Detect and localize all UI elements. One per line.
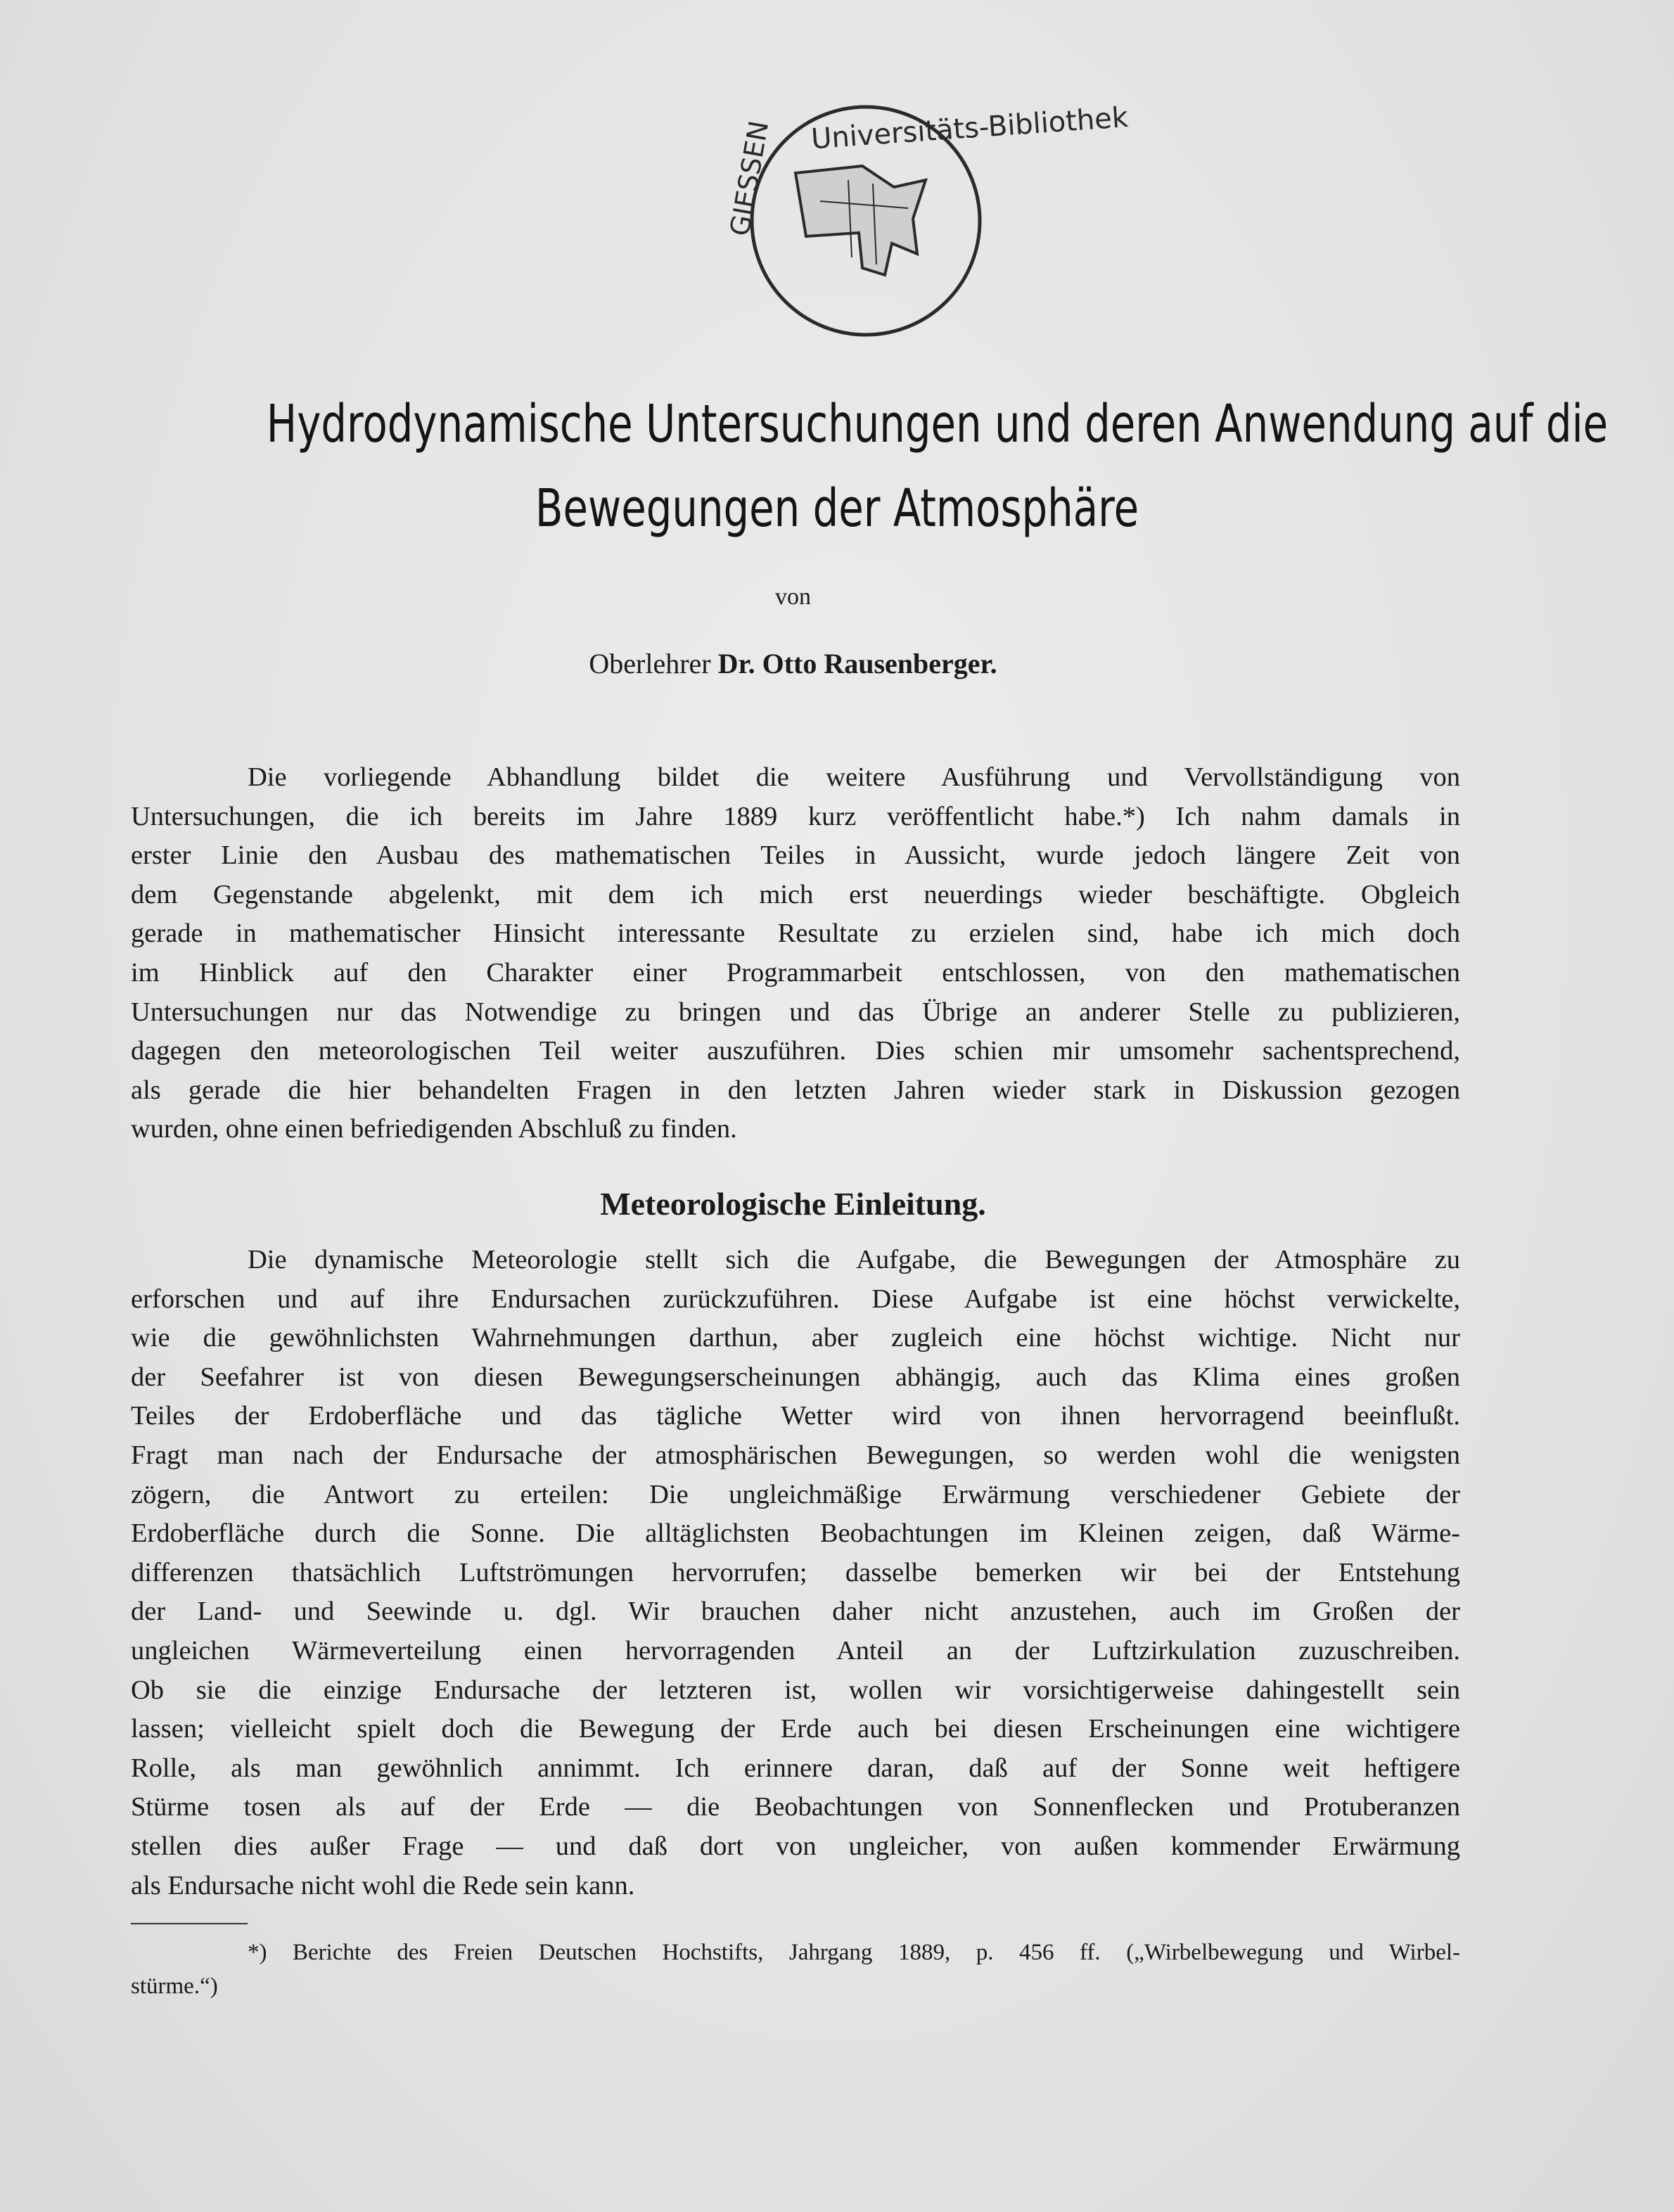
text-line: der Seefahrer ist von diesen Bewegungserscheinungen abhängig, auch das Klima eines großen [131,1362,1460,1392]
text-line: Ob sie die einzige Endursache der letzteren ist, wollen wir vorsichtigerweise dahingestellt sein [131,1675,1460,1705]
text-line: Rolle, als man gewöhnlich annimmt. Ich erinnere daran, daß auf der Sonne weit heftigere [131,1753,1460,1783]
text-line: stellen dies außer Frage — und daß dort von ungleicher, von außen kommender Erwärmung [131,1831,1460,1861]
section-paragraph [131,1241,1460,1905]
text-line: als gerade die hier behandelten Fragen in den letzten Jahren wieder stark in Diskussion gezogen [131,1075,1460,1105]
text-line: wurden, ohne einen befriedigenden Abschluß zu finden. [131,1114,737,1144]
svg-text:GIESSEN: GIESSEN [724,118,775,238]
text-line: Teiles der Erdoberfläche und das tägliche Wetter wird von ihnen hervorragend beeinflußt. [131,1401,1460,1431]
text-line: Fragt man nach der Endursache der atmosphärischen Bewegungen, so werden wohl die wenigsten [131,1440,1460,1470]
text-line: als Endursache nicht wohl die Rede sein kann. [131,1870,635,1900]
intro-paragraph [131,758,1460,1149]
text-line: zögern, die Antwort zu erteilen: Die ungleichmäßige Erwärmung verschiedener Gebiete der [131,1479,1460,1509]
author-prefix: Oberlehrer [589,648,711,679]
text-line: Erdoberfläche durch die Sonne. Die alltäglichsten Beobachtungen im Kleinen zeigen, daß Wärme- [131,1519,1460,1549]
text-line: erster Linie den Ausbau des mathematischen Teiles in Aussicht, wurde jedoch längere Zeit von [131,840,1460,871]
footnote-line: stürme.“) [131,1974,218,1999]
section-heading: Meteorologische Einleitung. [600,1186,986,1222]
byline-von: von [775,584,811,610]
text-line: dem Gegenstande abgelenkt, mit dem ich mich erst neuerdings wieder beschäftigte. Obgleich [131,879,1460,909]
author-line [0,647,1586,680]
library-stamp-icon [724,96,1130,349]
text-line: Untersuchungen nur das Notwendige zu bringen und das Übrige an anderer Stelle zu publizieren, [131,997,1460,1027]
title-line-2: Bewegungen der Atmosphäre [535,478,1139,539]
text-line: gerade in mathematischer Hinsicht interessante Resultate zu erzielen sind, habe ich mich doch [131,919,1460,949]
text-line: Stürme tosen als auf der Erde — die Beobachtungen von Sonnenflecken und Protuberanzen [131,1792,1460,1822]
footnote-divider [131,1923,248,1924]
text-line: Die dynamische Meteorologie stellt sich die Aufgabe, die Bewegungen der Atmosphäre zu [248,1245,1460,1274]
text-line: ungleichen Wärmeverteilung einen hervorragenden Anteil an der Luftzirkulation zuzuschreiben. [131,1635,1460,1666]
text-line: wie die gewöhnlichsten Wahrnehmungen darthun, aber zugleich eine höchst wichtige. Nicht nur [131,1323,1460,1353]
text-line: erforschen und auf ihre Endursachen zurückzuführen. Diese Aufgabe ist eine höchst verwickelte, [131,1284,1460,1314]
text-line: im Hinblick auf den Charakter einer Programmarbeit entschlossen, von den mathematischen [131,957,1460,987]
footnote [131,1936,1460,2003]
text-line: Die vorliegende Abhandlung bildet die weitere Ausführung und Vervollständigung von [248,762,1460,792]
text-line: dagegen den meteorologischen Teil weiter auszuführen. Dies schien mir umsomehr sachentsprechend, [131,1036,1460,1066]
text-line: Untersuchungen, die ich bereits im Jahre 1889 kurz veröffentlicht habe.*) Ich nahm damals in [131,801,1460,831]
text-line: der Land- und Seewinde u. dgl. Wir brauchen daher nicht anzustehen, auch im Großen der [131,1597,1460,1627]
title-line-1: Hydrodynamische Untersuchungen und deren Anwendung auf die [266,394,1609,454]
footnote-line: *) Berichte des Freien Deutschen Hochstifts, Jahrgang 1889, p. 456 ff. („Wirbelbewegung und Wirbel- [248,1940,1460,1965]
text-line: lassen; vielleicht spielt doch die Bewegung der Erde auch bei diesen Erscheinungen eine wichtigere [131,1714,1460,1744]
author-name: Dr. Otto Rausenberger. [717,648,997,679]
svg-text:Universitäts-Bibliothek: Universitäts-Bibliothek [810,101,1130,156]
text-line: differenzen thatsächlich Luftströmungen hervorrufen; dasselbe bemerken wir bei der Entstehung [131,1557,1460,1587]
